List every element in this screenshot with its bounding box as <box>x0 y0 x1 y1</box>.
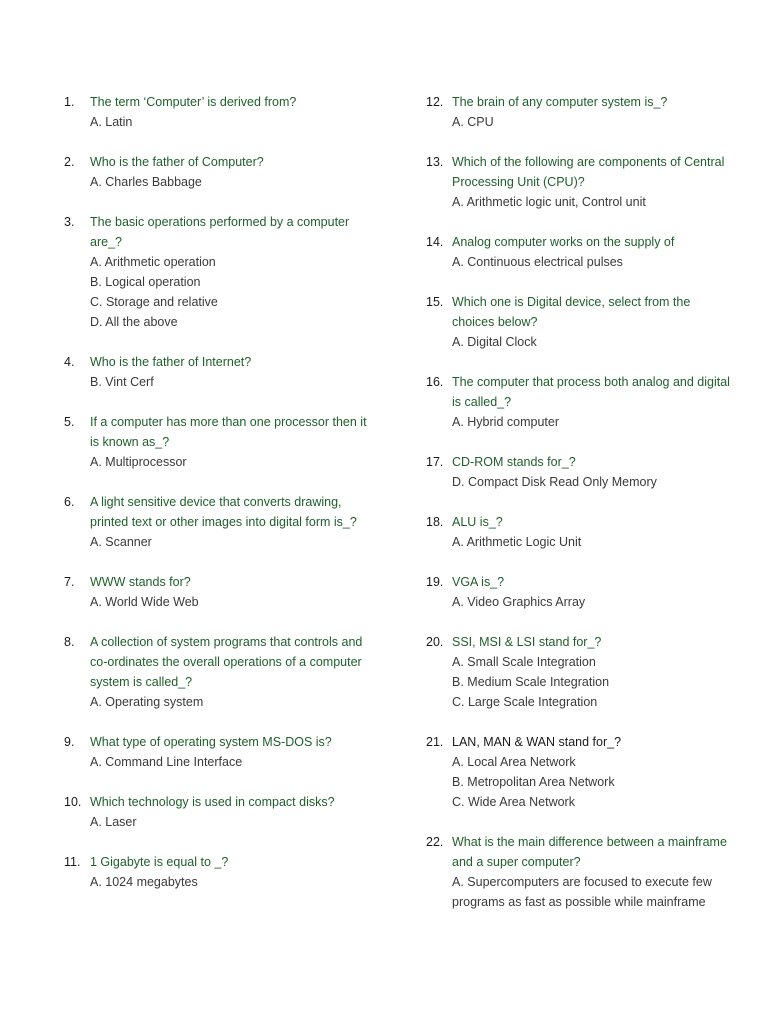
answer-text: B. Medium Scale Integration <box>452 675 610 689</box>
question-text: If a computer has more than one processor then it is known as_? <box>90 415 367 449</box>
answer-text: A. Hybrid computer <box>452 415 559 429</box>
qa-item-7 <box>64 572 374 612</box>
qa-item-14 <box>426 232 736 272</box>
answer-text: A. Laser <box>90 815 137 829</box>
question-number: 3. <box>64 215 75 229</box>
answer-text: A. Charles Babbage <box>90 175 202 189</box>
qa-item-3 <box>64 212 374 332</box>
answer-text: A. World Wide Web <box>90 595 199 609</box>
question-text: ALU is_? <box>452 515 503 529</box>
question-number: 8. <box>64 635 75 649</box>
answer-text: B. Vint Cerf <box>90 375 154 389</box>
answer-text: A. Arithmetic Logic Unit <box>452 535 582 549</box>
answer-text: C. Wide Area Network <box>452 795 575 809</box>
question-number: 5. <box>64 415 75 429</box>
left-question-column <box>64 92 374 912</box>
qa-item-20 <box>426 632 736 712</box>
answer-text: A. Multiprocessor <box>90 455 187 469</box>
question-number: 7. <box>64 575 75 589</box>
qa-item-6 <box>64 492 374 552</box>
question-text: LAN, MAN & WAN stand for_? <box>452 735 622 749</box>
answer-text: A. Local Area Network <box>452 755 576 769</box>
answer-text: A. Operating system <box>90 695 204 709</box>
answer-text: C. Large Scale Integration <box>452 695 598 709</box>
answer-text: B. Metropolitan Area Network <box>452 775 615 789</box>
question-number: 6. <box>64 495 75 509</box>
question-number: 1. <box>64 95 75 109</box>
question-text: What type of operating system MS-DOS is? <box>90 735 332 749</box>
answer-text: A. Digital Clock <box>452 335 537 349</box>
answer-text: A. Command Line Interface <box>90 755 243 769</box>
answer-text: D. All the above <box>90 315 178 329</box>
answer-text: A. Continuous electrical pulses <box>452 255 623 269</box>
question-text: The brain of any computer system is_? <box>452 95 668 109</box>
question-text: WWW stands for? <box>90 575 191 589</box>
qa-item-21 <box>426 732 736 812</box>
answer-text: D. Compact Disk Read Only Memory <box>452 475 657 489</box>
qa-item-18 <box>426 512 736 552</box>
answer-text: B. Logical operation <box>90 275 201 289</box>
question-text: A collection of system programs that controls and co-ordinates the overall operations of a computer system is called_? <box>90 635 363 689</box>
qa-item-15 <box>426 292 736 352</box>
question-number: 20. <box>426 635 444 649</box>
answer-text: A. Video Graphics Array <box>452 595 586 609</box>
qa-item-19 <box>426 572 736 612</box>
question-text: Which technology is used in compact disks? <box>90 795 335 809</box>
question-number: 10. <box>64 795 82 809</box>
qa-item-16 <box>426 372 736 432</box>
qa-item-12 <box>426 92 736 132</box>
question-number: 2. <box>64 155 75 169</box>
question-number: 18. <box>426 515 444 529</box>
qa-item-22 <box>426 832 736 912</box>
qa-item-10 <box>64 792 374 832</box>
qa-item-5 <box>64 412 374 472</box>
question-text: Which of the following are components of Central Processing Unit (CPU)? <box>452 155 725 189</box>
qa-item-13 <box>426 152 736 212</box>
qa-item-9 <box>64 732 374 772</box>
question-text: CD-ROM stands for_? <box>452 455 576 469</box>
answer-text: A. Arithmetic operation <box>90 255 216 269</box>
qa-item-8 <box>64 632 374 712</box>
question-number: 15. <box>426 295 444 309</box>
question-number: 12. <box>426 95 444 109</box>
qa-item-11 <box>64 852 374 892</box>
answer-text: A. Latin <box>90 115 133 129</box>
question-text: Who is the father of Internet? <box>90 355 252 369</box>
answer-text: A. Arithmetic logic unit, Control unit <box>452 195 646 209</box>
question-number: 13. <box>426 155 444 169</box>
question-number: 9. <box>64 735 75 749</box>
question-text: 1 Gigabyte is equal to _? <box>90 855 229 869</box>
qa-item-2 <box>64 152 374 192</box>
question-number: 14. <box>426 235 444 249</box>
answer-text: A. Supercomputers are focused to execute few programs as fast as possible while mainframe <box>452 875 712 909</box>
question-number: 17. <box>426 455 444 469</box>
answer-text: A. Scanner <box>90 535 152 549</box>
question-text: SSI, MSI & LSI stand for_? <box>452 635 602 649</box>
qa-item-1 <box>64 92 374 132</box>
question-text: A light sensitive device that converts drawing, printed text or other images into digital form is_? <box>90 495 357 529</box>
question-text: What is the main difference between a mainframe and a super computer? <box>452 835 727 869</box>
question-number: 22. <box>426 835 444 849</box>
answer-text: A. Small Scale Integration <box>452 655 596 669</box>
question-number: 11. <box>64 855 81 869</box>
question-number: 21. <box>426 735 444 749</box>
answer-text: A. CPU <box>452 115 494 129</box>
question-number: 19. <box>426 575 444 589</box>
qa-item-17 <box>426 452 736 492</box>
question-text: VGA is_? <box>452 575 505 589</box>
qa-item-4 <box>64 352 374 392</box>
question-text: Who is the father of Computer? <box>90 155 264 169</box>
answer-text: C. Storage and relative <box>90 295 218 309</box>
question-text: The term ‘Computer’ is derived from? <box>90 95 297 109</box>
question-text: The basic operations performed by a computer are_? <box>90 215 350 249</box>
question-text: The computer that process both analog and digital is called_? <box>452 375 730 409</box>
question-text: Which one is Digital device, select from the choices below? <box>452 295 691 329</box>
right-question-column <box>426 92 736 932</box>
answer-text: A. 1024 megabytes <box>90 875 198 889</box>
question-text: Analog computer works on the supply of <box>452 235 675 249</box>
question-number: 4. <box>64 355 75 369</box>
question-number: 16. <box>426 375 444 389</box>
